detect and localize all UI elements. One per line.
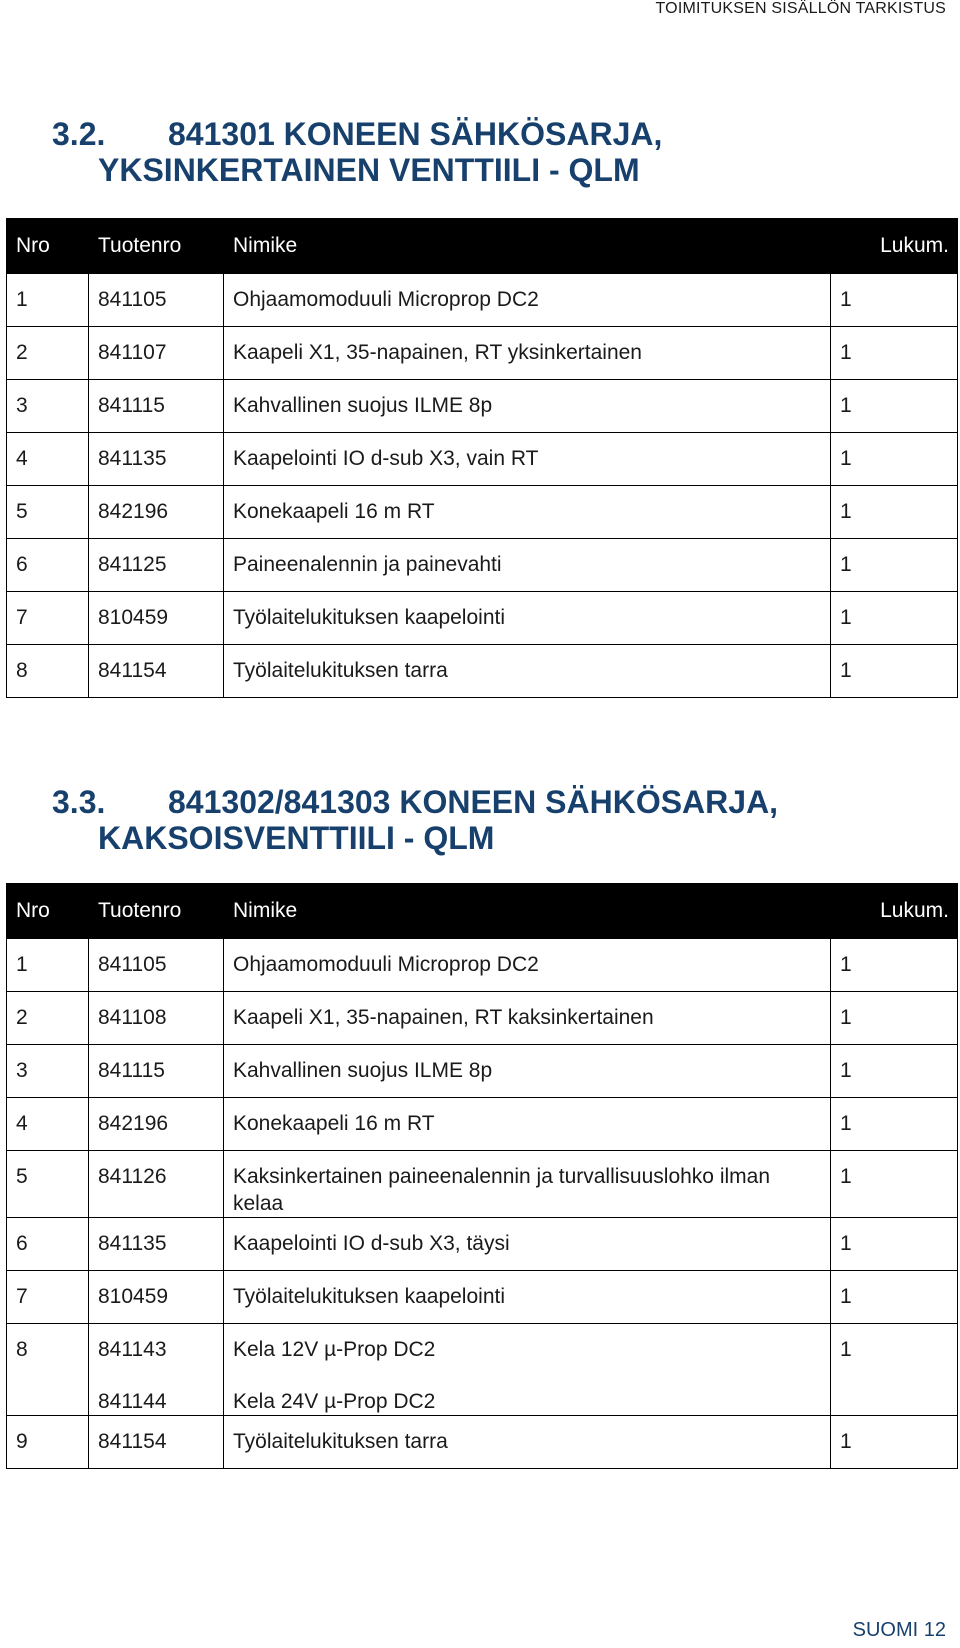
cell-qty: 1	[831, 1324, 958, 1416]
table-row	[7, 939, 958, 992]
table-row	[7, 539, 958, 592]
cell-name: Työlaitelukituksen tarra	[224, 645, 831, 698]
column-header-name: Nimike	[224, 219, 831, 274]
column-header-code: Tuotenro	[89, 884, 224, 939]
cell-code: 841135	[89, 1218, 224, 1271]
cell-nro: 8	[7, 1324, 89, 1416]
cell-code: 841105	[89, 939, 224, 992]
cell-code: 842196	[89, 1098, 224, 1151]
table-row	[7, 380, 958, 433]
cell-code: 841135	[89, 433, 224, 486]
table-row	[7, 1416, 958, 1469]
cell-name: Konekaapeli 16 m RT	[224, 486, 831, 539]
cell-nro: 7	[7, 1271, 89, 1324]
column-header-name: Nimike	[224, 884, 831, 939]
cell-qty: 1	[831, 592, 958, 645]
section-number: 3.2.	[52, 116, 106, 152]
table-row	[7, 645, 958, 698]
cell-name: Konekaapeli 16 m RT	[224, 1098, 831, 1151]
cell-qty: 1	[831, 1218, 958, 1271]
cell-nro: 7	[7, 592, 89, 645]
parts-table-3-2	[6, 218, 958, 698]
cell-code: 810459	[89, 1271, 224, 1324]
cell-qty: 1	[831, 380, 958, 433]
cell-qty: 1	[831, 486, 958, 539]
table-row	[7, 1045, 958, 1098]
cell-name: Ohjaamomoduuli Microprop DC2	[224, 939, 831, 992]
cell-qty: 1	[831, 433, 958, 486]
cell-nro: 4	[7, 433, 89, 486]
table-row	[7, 274, 958, 327]
table-row	[7, 992, 958, 1045]
column-header-nro: Nro	[7, 219, 89, 274]
cell-name: Paineenalennin ja painevahti	[224, 539, 831, 592]
cell-name: Työlaitelukituksen tarra	[224, 1416, 831, 1469]
cell-name: Kaapelointi IO d-sub X3, täysi	[224, 1218, 831, 1271]
cell-nro: 3	[7, 1045, 89, 1098]
table-row	[7, 327, 958, 380]
table-row	[7, 1098, 958, 1151]
cell-name: Työlaitelukituksen kaapelointi	[224, 592, 831, 645]
cell-nro: 1	[7, 274, 89, 327]
table-header-row	[7, 219, 958, 274]
cell-qty: 1	[831, 274, 958, 327]
cell-qty: 1	[831, 1098, 958, 1151]
cell-qty: 1	[831, 939, 958, 992]
cell-nro: 4	[7, 1098, 89, 1151]
table-row	[7, 486, 958, 539]
cell-nro: 3	[7, 380, 89, 433]
cell-nro: 5	[7, 486, 89, 539]
cell-code: 841108	[89, 992, 224, 1045]
cell-nro: 8	[7, 645, 89, 698]
cell-code: 842196	[89, 486, 224, 539]
cell-nro: 1	[7, 939, 89, 992]
cell-qty: 1	[831, 1416, 958, 1469]
cell-name: Työlaitelukituksen kaapelointi	[224, 1271, 831, 1324]
cell-name: Ohjaamomoduuli Microprop DC2	[224, 274, 831, 327]
cell-name: Kaksinkertainen paineenalennin ja turvallisuuslohko ilman kelaa	[224, 1151, 831, 1218]
cell-name-line2: Kela 24V µ-Prop DC2	[233, 1390, 436, 1413]
cell-qty: 1	[831, 1151, 958, 1218]
cell-code-line2: 841144	[98, 1390, 167, 1413]
table-header-row	[7, 884, 958, 939]
cell-nro: 9	[7, 1416, 89, 1469]
cell-code: 841107	[89, 327, 224, 380]
cell-qty: 1	[831, 645, 958, 698]
cell-nro: 6	[7, 539, 89, 592]
cell-nro: 5	[7, 1151, 89, 1218]
cell-name: Kaapeli X1, 35-napainen, RT yksinkertainen	[224, 327, 831, 380]
cell-code: 841154	[89, 645, 224, 698]
cell-qty: 1	[831, 539, 958, 592]
cell-code: 841115	[89, 380, 224, 433]
section-number: 3.3.	[52, 784, 106, 820]
cell-code-line1: 841143	[98, 1338, 167, 1361]
cell-qty: 1	[831, 327, 958, 380]
cell-code: 841105	[89, 274, 224, 327]
table-row	[7, 1324, 958, 1416]
cell-nro: 6	[7, 1218, 89, 1271]
cell-code: 841126	[89, 1151, 224, 1218]
table-row	[7, 1271, 958, 1324]
column-header-code: Tuotenro	[89, 219, 224, 274]
cell-qty: 1	[831, 1271, 958, 1324]
page-footer: SUOMI 12	[852, 1619, 946, 1641]
table-row	[7, 433, 958, 486]
cell-nro: 2	[7, 327, 89, 380]
cell-name	[224, 1324, 831, 1416]
column-header-qty: Lukum.	[831, 219, 958, 274]
cell-qty: 1	[831, 1045, 958, 1098]
section-title: 841301 KONEEN SÄHKÖSARJA, YKSINKERTAINEN VENTTIILI - QLM	[98, 116, 663, 188]
column-header-nro: Nro	[7, 884, 89, 939]
cell-nro: 2	[7, 992, 89, 1045]
cell-name: Kahvallinen suojus ILME 8p	[224, 1045, 831, 1098]
table-row	[7, 592, 958, 645]
section-title: 841302/841303 KONEEN SÄHKÖSARJA, KAKSOISVENTTIILI - QLM	[98, 784, 779, 856]
cell-code: 841125	[89, 539, 224, 592]
cell-name: Kahvallinen suojus ILME 8p	[224, 380, 831, 433]
running-header: TOIMITUKSEN SISÄLLÖN TARKISTUS	[655, 0, 946, 17]
cell-code	[89, 1324, 224, 1416]
cell-code: 841115	[89, 1045, 224, 1098]
cell-name-line1: Kela 12V µ-Prop DC2	[233, 1338, 436, 1361]
table-row	[7, 1151, 958, 1218]
table-row	[7, 1218, 958, 1271]
column-header-qty: Lukum.	[831, 884, 958, 939]
cell-code: 841154	[89, 1416, 224, 1469]
parts-table-3-3	[6, 883, 958, 1469]
cell-code: 810459	[89, 592, 224, 645]
cell-name: Kaapeli X1, 35-napainen, RT kaksinkertainen	[224, 992, 831, 1045]
cell-qty: 1	[831, 992, 958, 1045]
cell-name: Kaapelointi IO d-sub X3, vain RT	[224, 433, 831, 486]
